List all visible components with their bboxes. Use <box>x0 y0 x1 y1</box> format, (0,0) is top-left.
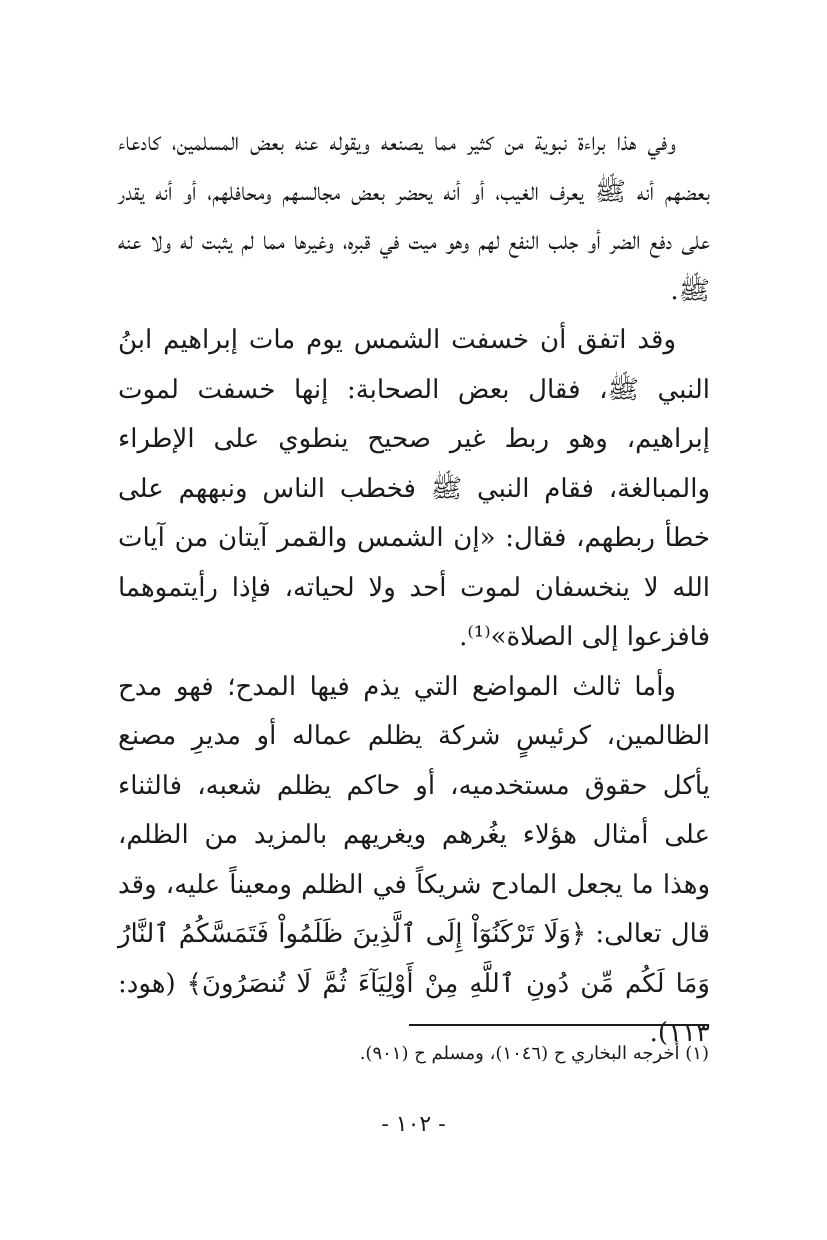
page-number: - ١٠٢ - <box>381 1112 446 1137</box>
paragraph-1: وفي هذا براءة نبوية من كثير مما يصنعه ويقوله عنه بعض المسلمين، كادعاء بعضهم أنه ﷺ يعرف الغيب، أو أنه يحضر بعض مجالسهم ومحافلهم، أو أنه يقدر على دفع الضر أو جلب النفع لهم وهو ميت في قبره، وغيرها مما لم يثبت له ولا عنه ﷺ. <box>118 127 710 306</box>
paragraph-3: وأما ثالث المواضع التي يذم فيها المدح؛ فهو مدح الظالمين، كرئيسٍ شركة يظلم عماله أو مديرِ مصنع يأكل حقوق مستخدميه، أو حاكم يظلم شعبه، فالثناء على أمثال هؤلاء يغُرهم ويغريهم بالمزيد من الظلم، وهذا ما يجعل المادح شريكاً في الظلم ومعيناً عليه، وقد قال تعالى: ﴿وَلَا تَرْكَنُوٓاْ إِلَى ٱلَّذِينَ ظَلَمُواْ فَتَمَسَّكُمُ ٱلنَّارُ وَمَا لَكُم مِّن دُونِ ٱللَّهِ مِنْ أَوْلِيَآءَ ثُمَّ لَا تُنصَرُونَ﴾ (هود: ١١٣). <box>118 671 711 1048</box>
footnote: (١) أخرجه البخاري ح (١٠٤٦)، ومسلم ح (٩٠١). <box>359 1043 709 1064</box>
paragraph-2: وقد اتفق أن خسفت الشمس يوم مات إبراهيم ابنُ النبي ﷺ، فقال بعض الصحابة: إنها خسفت لموت إبراهيم، وهو ربط غير صحيح ينطوي على الإطراء والمبالغة، فقام النبي ﷺ فخطب الناس ونبههم على خطأ ربطهم، فقال: «إن الشمس والقمر آيتان من آيات الله لا ينخسفان لموت أحد ولا لحياته، فإذا رأيتموهما فافزعوا إلى الصلاة»⁽¹⁾. <box>118 325 710 652</box>
footnote-separator <box>409 1024 709 1026</box>
page-body <box>118 118 710 1059</box>
